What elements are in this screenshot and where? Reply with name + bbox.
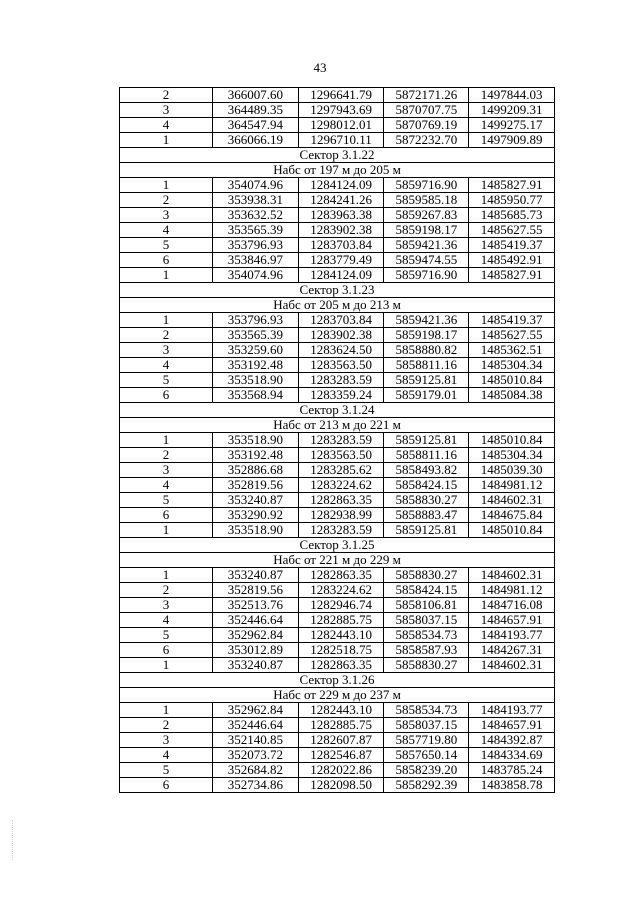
sector-height-range: Набс от 197 м до 205 м xyxy=(120,163,555,178)
coord-x2-cell: 5859125.81 xyxy=(384,433,469,448)
table-row xyxy=(120,148,555,163)
coord-y1-cell: 1283283.59 xyxy=(298,523,384,538)
coord-x1-cell: 352446.64 xyxy=(213,613,299,628)
coord-x2-cell: 5858292.39 xyxy=(384,778,469,793)
table-row xyxy=(120,163,555,178)
point-number-cell: 4 xyxy=(120,613,213,628)
coord-x2-cell: 5859198.17 xyxy=(384,328,469,343)
point-number-cell: 6 xyxy=(120,643,213,658)
table-row xyxy=(120,778,555,793)
coord-y1-cell: 1298012.01 xyxy=(298,118,384,133)
coord-y2-cell: 1484675.84 xyxy=(469,508,555,523)
coord-x2-cell: 5858830.27 xyxy=(384,658,469,673)
coord-y1-cell: 1283703.84 xyxy=(298,313,384,328)
coord-x2-cell: 5858811.16 xyxy=(384,358,469,373)
coord-y2-cell: 1485362.51 xyxy=(469,343,555,358)
coord-y1-cell: 1283963.38 xyxy=(298,208,384,223)
coord-x2-cell: 5858424.15 xyxy=(384,478,469,493)
coord-y2-cell: 1497909.89 xyxy=(469,133,555,148)
coord-x2-cell: 5859179.01 xyxy=(384,388,469,403)
coord-y1-cell: 1283779.49 xyxy=(298,253,384,268)
coord-y1-cell: 1282863.35 xyxy=(298,658,384,673)
coord-x2-cell: 5870707.75 xyxy=(384,103,469,118)
coord-x1-cell: 353568.94 xyxy=(213,388,299,403)
coord-y1-cell: 1282946.74 xyxy=(298,598,384,613)
coord-x2-cell: 5859474.55 xyxy=(384,253,469,268)
table-row xyxy=(120,508,555,523)
scan-margin-mark xyxy=(0,820,13,860)
coord-y1-cell: 1283624.50 xyxy=(298,343,384,358)
table-row xyxy=(120,373,555,388)
point-number-cell: 4 xyxy=(120,358,213,373)
coord-y2-cell: 1484602.31 xyxy=(469,493,555,508)
table-row xyxy=(120,673,555,688)
coord-y1-cell: 1282885.75 xyxy=(298,613,384,628)
page-number: 43 xyxy=(313,60,327,75)
table-row xyxy=(120,763,555,778)
coord-y2-cell: 1484657.91 xyxy=(469,613,555,628)
coord-y1-cell: 1282443.10 xyxy=(298,703,384,718)
coord-x1-cell: 352819.56 xyxy=(213,583,299,598)
coord-y1-cell: 1283359.24 xyxy=(298,388,384,403)
coord-y2-cell: 1485827.91 xyxy=(469,268,555,283)
table-row xyxy=(120,193,555,208)
coord-x1-cell: 353796.93 xyxy=(213,313,299,328)
coord-x1-cell: 353192.48 xyxy=(213,358,299,373)
table-row xyxy=(120,208,555,223)
coord-x2-cell: 5870769.19 xyxy=(384,118,469,133)
coord-x2-cell: 5859125.81 xyxy=(384,373,469,388)
table-row xyxy=(120,448,555,463)
coord-x1-cell: 352513.76 xyxy=(213,598,299,613)
coord-x2-cell: 5858106.81 xyxy=(384,598,469,613)
point-number-cell: 5 xyxy=(120,238,213,253)
coord-y2-cell: 1484657.91 xyxy=(469,718,555,733)
coord-y2-cell: 1499275.17 xyxy=(469,118,555,133)
coord-x2-cell: 5858037.15 xyxy=(384,613,469,628)
coord-x1-cell: 352684.82 xyxy=(213,763,299,778)
coord-y2-cell: 1484334.69 xyxy=(469,748,555,763)
coord-x1-cell: 353259.60 xyxy=(213,343,299,358)
point-number-cell: 1 xyxy=(120,433,213,448)
coord-y2-cell: 1485304.34 xyxy=(469,448,555,463)
table-row xyxy=(120,523,555,538)
coord-x1-cell: 353565.39 xyxy=(213,223,299,238)
table-row xyxy=(120,733,555,748)
coord-y1-cell: 1282443.10 xyxy=(298,628,384,643)
table-row xyxy=(120,388,555,403)
coord-x1-cell: 353290.92 xyxy=(213,508,299,523)
table-row xyxy=(120,598,555,613)
table-row xyxy=(120,298,555,313)
coord-x2-cell: 5857719.80 xyxy=(384,733,469,748)
coord-y1-cell: 1283703.84 xyxy=(298,238,384,253)
coord-x1-cell: 352140.85 xyxy=(213,733,299,748)
coord-x1-cell: 353518.90 xyxy=(213,523,299,538)
coord-y2-cell: 1485010.84 xyxy=(469,523,555,538)
table-row xyxy=(120,283,555,298)
table-row xyxy=(120,628,555,643)
coord-y2-cell: 1484981.12 xyxy=(469,583,555,598)
table-row xyxy=(120,103,555,118)
coord-y1-cell: 1296710.11 xyxy=(298,133,384,148)
coord-y2-cell: 1485685.73 xyxy=(469,208,555,223)
table-row xyxy=(120,268,555,283)
point-number-cell: 4 xyxy=(120,118,213,133)
coord-y2-cell: 1485492.91 xyxy=(469,253,555,268)
coord-x2-cell: 5858534.73 xyxy=(384,628,469,643)
point-number-cell: 2 xyxy=(120,193,213,208)
point-number-cell: 4 xyxy=(120,223,213,238)
coord-y2-cell: 1485827.91 xyxy=(469,178,555,193)
point-number-cell: 2 xyxy=(120,328,213,343)
table-row xyxy=(120,568,555,583)
point-number-cell: 1 xyxy=(120,703,213,718)
coord-y1-cell: 1282885.75 xyxy=(298,718,384,733)
coord-x1-cell: 352734.86 xyxy=(213,778,299,793)
table-row xyxy=(120,718,555,733)
point-number-cell: 1 xyxy=(120,268,213,283)
point-number-cell: 5 xyxy=(120,493,213,508)
coord-x2-cell: 5858830.27 xyxy=(384,493,469,508)
point-number-cell: 5 xyxy=(120,763,213,778)
coord-x1-cell: 353192.48 xyxy=(213,448,299,463)
coord-x1-cell: 352886.68 xyxy=(213,463,299,478)
sector-height-range: Набс от 221 м до 229 м xyxy=(120,553,555,568)
coord-y1-cell: 1283902.38 xyxy=(298,223,384,238)
table-row xyxy=(120,478,555,493)
coord-x1-cell: 353632.52 xyxy=(213,208,299,223)
table-row xyxy=(120,88,555,103)
coord-y2-cell: 1485010.84 xyxy=(469,373,555,388)
point-number-cell: 3 xyxy=(120,598,213,613)
point-number-cell: 6 xyxy=(120,508,213,523)
coord-y2-cell: 1485010.84 xyxy=(469,433,555,448)
coord-x1-cell: 352962.84 xyxy=(213,628,299,643)
point-number-cell: 1 xyxy=(120,313,213,328)
point-number-cell: 6 xyxy=(120,778,213,793)
table-row xyxy=(120,343,555,358)
coord-y2-cell: 1484267.31 xyxy=(469,643,555,658)
coordinates-table xyxy=(119,87,555,793)
table-row xyxy=(120,178,555,193)
coord-y1-cell: 1283283.59 xyxy=(298,373,384,388)
coord-x1-cell: 366007.60 xyxy=(213,88,299,103)
table-row xyxy=(120,583,555,598)
coord-x1-cell: 353240.87 xyxy=(213,493,299,508)
coord-y1-cell: 1284124.09 xyxy=(298,268,384,283)
point-number-cell: 1 xyxy=(120,568,213,583)
table-row xyxy=(120,118,555,133)
point-number-cell: 4 xyxy=(120,748,213,763)
table-row xyxy=(120,658,555,673)
table-row xyxy=(120,538,555,553)
sector-height-range: Набс от 229 м до 237 м xyxy=(120,688,555,703)
coord-y2-cell: 1485627.55 xyxy=(469,328,555,343)
coord-y1-cell: 1282098.50 xyxy=(298,778,384,793)
coord-x2-cell: 5872171.26 xyxy=(384,88,469,103)
coord-x2-cell: 5858037.15 xyxy=(384,718,469,733)
table-row xyxy=(120,703,555,718)
coord-y2-cell: 1485419.37 xyxy=(469,238,555,253)
coord-y2-cell: 1484193.77 xyxy=(469,703,555,718)
coord-y2-cell: 1483785.24 xyxy=(469,763,555,778)
table-row xyxy=(120,463,555,478)
coord-y1-cell: 1282546.87 xyxy=(298,748,384,763)
coord-y1-cell: 1283563.50 xyxy=(298,448,384,463)
table-row xyxy=(120,238,555,253)
point-number-cell: 2 xyxy=(120,448,213,463)
point-number-cell: 3 xyxy=(120,463,213,478)
coord-y2-cell: 1499209.31 xyxy=(469,103,555,118)
table-row xyxy=(120,223,555,238)
coord-x1-cell: 354074.96 xyxy=(213,178,299,193)
coord-y1-cell: 1283224.62 xyxy=(298,478,384,493)
coord-y2-cell: 1484392.87 xyxy=(469,733,555,748)
coord-x1-cell: 353846.97 xyxy=(213,253,299,268)
table-row xyxy=(120,748,555,763)
point-number-cell: 5 xyxy=(120,373,213,388)
coordinates-table-body xyxy=(120,88,555,793)
sector-height-range: Набс от 205 м до 213 м xyxy=(120,298,555,313)
coord-x2-cell: 5858534.73 xyxy=(384,703,469,718)
coord-x2-cell: 5858883.47 xyxy=(384,508,469,523)
table-row xyxy=(120,358,555,373)
coord-y2-cell: 1485627.55 xyxy=(469,223,555,238)
coord-y1-cell: 1282863.35 xyxy=(298,493,384,508)
coord-y1-cell: 1284241.26 xyxy=(298,193,384,208)
table-row xyxy=(120,613,555,628)
coord-x2-cell: 5859716.90 xyxy=(384,178,469,193)
table-row xyxy=(120,433,555,448)
coord-x2-cell: 5859421.36 xyxy=(384,313,469,328)
point-number-cell: 1 xyxy=(120,658,213,673)
coord-y1-cell: 1283283.59 xyxy=(298,433,384,448)
coord-y1-cell: 1282022.86 xyxy=(298,763,384,778)
point-number-cell: 1 xyxy=(120,523,213,538)
point-number-cell: 6 xyxy=(120,253,213,268)
coord-x2-cell: 5859198.17 xyxy=(384,223,469,238)
point-number-cell: 3 xyxy=(120,733,213,748)
coord-x1-cell: 364547.94 xyxy=(213,118,299,133)
coord-x1-cell: 354074.96 xyxy=(213,268,299,283)
sector-title: Сектор 3.1.25 xyxy=(120,538,555,553)
coord-y1-cell: 1283563.50 xyxy=(298,358,384,373)
coord-y2-cell: 1485304.34 xyxy=(469,358,555,373)
coord-x1-cell: 353518.90 xyxy=(213,433,299,448)
coord-y1-cell: 1282938.99 xyxy=(298,508,384,523)
coord-x1-cell: 353565.39 xyxy=(213,328,299,343)
point-number-cell: 6 xyxy=(120,388,213,403)
point-number-cell: 4 xyxy=(120,478,213,493)
sector-title: Сектор 3.1.24 xyxy=(120,403,555,418)
coord-x1-cell: 353938.31 xyxy=(213,193,299,208)
coord-y1-cell: 1282518.75 xyxy=(298,643,384,658)
coord-y2-cell: 1483858.78 xyxy=(469,778,555,793)
coord-y2-cell: 1484981.12 xyxy=(469,478,555,493)
coord-x1-cell: 353796.93 xyxy=(213,238,299,253)
coord-x1-cell: 352819.56 xyxy=(213,478,299,493)
coord-y1-cell: 1296641.79 xyxy=(298,88,384,103)
coord-x2-cell: 5859716.90 xyxy=(384,268,469,283)
coord-x2-cell: 5858880.82 xyxy=(384,343,469,358)
coord-x2-cell: 5858239.20 xyxy=(384,763,469,778)
point-number-cell: 5 xyxy=(120,628,213,643)
coord-x2-cell: 5872232.70 xyxy=(384,133,469,148)
coord-y1-cell: 1283224.62 xyxy=(298,583,384,598)
coord-x2-cell: 5858587.93 xyxy=(384,643,469,658)
point-number-cell: 1 xyxy=(120,178,213,193)
coord-y1-cell: 1282607.87 xyxy=(298,733,384,748)
coord-y1-cell: 1282863.35 xyxy=(298,568,384,583)
table-row xyxy=(120,493,555,508)
point-number-cell: 2 xyxy=(120,583,213,598)
point-number-cell: 3 xyxy=(120,208,213,223)
sector-title: Сектор 3.1.26 xyxy=(120,673,555,688)
table-row xyxy=(120,418,555,433)
coord-y2-cell: 1485419.37 xyxy=(469,313,555,328)
sector-title: Сектор 3.1.22 xyxy=(120,148,555,163)
coord-x1-cell: 353518.90 xyxy=(213,373,299,388)
coord-y2-cell: 1484716.08 xyxy=(469,598,555,613)
coord-x2-cell: 5859585.18 xyxy=(384,193,469,208)
table-row xyxy=(120,643,555,658)
table-row xyxy=(120,133,555,148)
coord-y2-cell: 1485084.38 xyxy=(469,388,555,403)
coord-y2-cell: 1485039.30 xyxy=(469,463,555,478)
point-number-cell: 3 xyxy=(120,343,213,358)
coord-x2-cell: 5858424.15 xyxy=(384,583,469,598)
coord-x1-cell: 352962.84 xyxy=(213,703,299,718)
point-number-cell: 2 xyxy=(120,88,213,103)
coord-y1-cell: 1283902.38 xyxy=(298,328,384,343)
coord-x1-cell: 353240.87 xyxy=(213,658,299,673)
coord-x2-cell: 5857650.14 xyxy=(384,748,469,763)
coord-x1-cell: 366066.19 xyxy=(213,133,299,148)
coord-x1-cell: 352446.64 xyxy=(213,718,299,733)
coord-x1-cell: 353240.87 xyxy=(213,568,299,583)
coord-y2-cell: 1484193.77 xyxy=(469,628,555,643)
coord-y2-cell: 1484602.31 xyxy=(469,568,555,583)
table-row xyxy=(120,688,555,703)
table-row xyxy=(120,328,555,343)
coord-x2-cell: 5859267.83 xyxy=(384,208,469,223)
coord-x1-cell: 352073.72 xyxy=(213,748,299,763)
coord-y1-cell: 1284124.09 xyxy=(298,178,384,193)
coord-y1-cell: 1297943.69 xyxy=(298,103,384,118)
point-number-cell: 3 xyxy=(120,103,213,118)
point-number-cell: 1 xyxy=(120,133,213,148)
coord-x1-cell: 364489.35 xyxy=(213,103,299,118)
coord-x2-cell: 5859421.36 xyxy=(384,238,469,253)
coord-x2-cell: 5858493.82 xyxy=(384,463,469,478)
table-row xyxy=(120,403,555,418)
sector-height-range: Набс от 213 м до 221 м xyxy=(120,418,555,433)
point-number-cell: 2 xyxy=(120,718,213,733)
coord-y2-cell: 1484602.31 xyxy=(469,658,555,673)
coord-x2-cell: 5858811.16 xyxy=(384,448,469,463)
coord-y1-cell: 1283285.62 xyxy=(298,463,384,478)
table-row xyxy=(120,253,555,268)
table-row xyxy=(120,313,555,328)
coord-y2-cell: 1497844.03 xyxy=(469,88,555,103)
coord-x2-cell: 5858830.27 xyxy=(384,568,469,583)
coord-x2-cell: 5859125.81 xyxy=(384,523,469,538)
coord-y2-cell: 1485950.77 xyxy=(469,193,555,208)
sector-title: Сектор 3.1.23 xyxy=(120,283,555,298)
coord-x1-cell: 353012.89 xyxy=(213,643,299,658)
table-row xyxy=(120,553,555,568)
